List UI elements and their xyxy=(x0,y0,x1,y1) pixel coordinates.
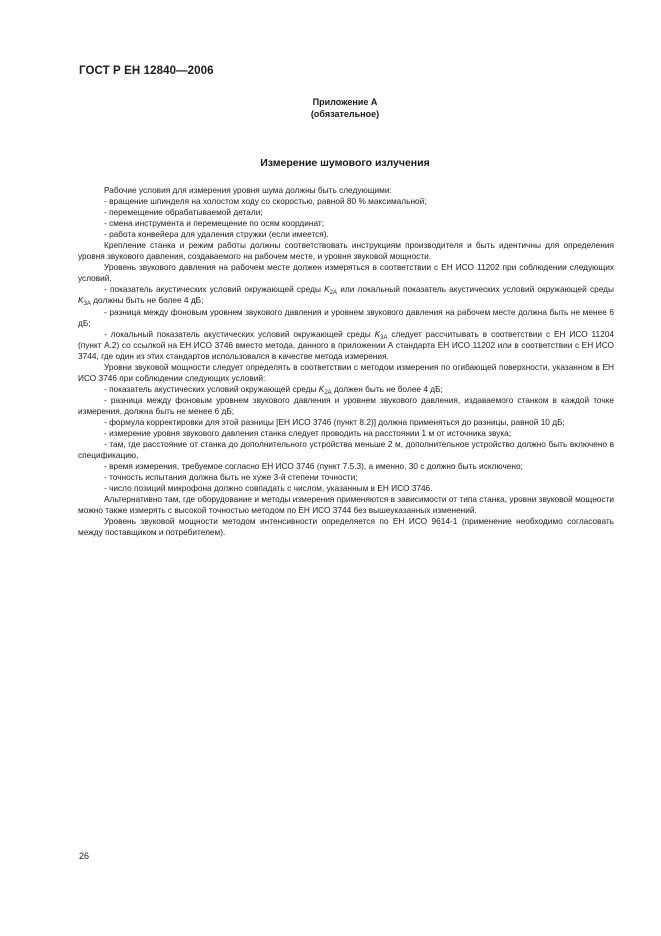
text-run: следует рассчитывать в соответствии с ЕН ИСО 11204 (пункт А.2) со ссылкой на ЕН ИСО 3746 вместо метода, данного в приложении А стандарта ЕН ИСО 11202 или в соответствии с ЕН ИСО 3744, где один из этих стандартов использовался в качестве метода измерения. xyxy=(78,328,615,361)
annex-status: (обязательное) xyxy=(310,109,380,119)
list-item: - смена инструмента и перемещение по осям координат; xyxy=(104,218,325,229)
paragraph: Крепление станка и режим работы должны соответствовать инструкциям производителя и быть идентичны для определения уровня звукового давления, создаваемого на рабочем месте, и уровня звуковой мощности. xyxy=(78,240,614,262)
text-run: должен быть не более 4 дБ; xyxy=(333,383,443,394)
paragraph: Рабочие условия для измерения уровня шума должны быть следующими: xyxy=(104,185,392,195)
paragraph: Уровень звукового давления на рабочем месте должен измеряться в соответствии с ЕН ИСО 11202 при соблюдении следующих условий. xyxy=(78,262,614,284)
paragraph: Альтернативно там, где оборудование и методы измерения применяются в зависимости от типа станка, уровни звуковой мощности можно также измерять с высокой точностью методом по ЕН ИСО 3744 без вышеуказанных изменений. xyxy=(78,494,614,516)
list-item: - перемещение обрабатываемой детали; xyxy=(104,207,263,218)
text-run: - локальный показатель акустических условий окружающей среды xyxy=(104,328,371,339)
list-item: - разница между фоновым уровнем звукового давления и уровнем звукового давления, издаваемого станком в каждой точке измерения, должна быть не менее 6 дБ; xyxy=(78,394,614,416)
list-item: - разница между фоновым уровнем звукового давления и уровнем звукового давления на рабочем месте должна быть не менее 6 дБ; xyxy=(78,306,614,328)
list-item xyxy=(78,384,614,395)
list-item: - точность испытания должна быть не хуже 3-й степени точности; xyxy=(104,472,358,483)
symbol-k: K xyxy=(374,328,381,339)
section-title: Измерение шумового излучения xyxy=(260,157,430,169)
paragraph: Уровень звуковой мощности методом интенсивности определяется по ЕН ИСО 9614-1 (применение необходимо согласовать между поставщиком и потребителем). xyxy=(78,516,614,538)
list-item xyxy=(78,284,614,306)
symbol-k: K xyxy=(318,383,325,394)
symbol-k: K xyxy=(324,284,330,295)
text-run: должны быть не более 4 дБ; xyxy=(93,295,204,306)
text-run: или локальный показатель акустических условий окружающей среды xyxy=(340,284,614,295)
page-number: 26 xyxy=(79,851,90,861)
document-code: ГОСТ Р ЕН 12840—2006 xyxy=(79,65,214,77)
subscript: 2A xyxy=(324,389,332,396)
list-item: - там, где расстояние от станка до дополнительного устройства меньше 2 м, дополнительное устройство должно быть включено в спецификацию, xyxy=(78,439,614,461)
subscript: 2A xyxy=(329,290,338,297)
subscript: 3A xyxy=(83,301,91,308)
list-item: - число позиций микрофона должно совпадать с числом, указанным в ЕН ИСО 3746. xyxy=(104,483,433,494)
body-text xyxy=(78,185,614,539)
list-item xyxy=(78,329,614,362)
list-item: - время измерения, требуемое согласно ЕН ИСО 3746 (пункт 7.5.3), а именно, 30 с должно быть исключено; xyxy=(104,461,523,472)
paragraph: Уровни звуковой мощности следует определять в соответствии с методом измерения по огибающей поверхности, указанном в ЕН ИСО 3746 при соблюдении следующих условий: xyxy=(78,361,614,383)
list-item: - вращение шпинделя на холостом ходу со скоростью, равной 80 % максимальной; xyxy=(104,196,427,207)
subscript: 3A xyxy=(380,334,388,341)
list-item: - формула корректировки для этой разницы [ЕН ИСО 3746 (пункт 8.2)] должна применяться до разницы, равной 10 дБ; xyxy=(104,416,565,427)
list-item: - измерение уровня звукового давления станка следует проводить на расстоянии 1 м от источника звука; xyxy=(104,428,512,439)
text-run: - показатель акустических условий окружающей среды xyxy=(104,383,317,394)
symbol-k: K xyxy=(78,295,84,306)
text-run: - показатель акустических условий окружающей среды xyxy=(104,284,321,295)
annex-title: Приложение А xyxy=(312,97,378,107)
list-item: - работа конвейера для удаления стружки (если имеется). xyxy=(104,229,329,240)
